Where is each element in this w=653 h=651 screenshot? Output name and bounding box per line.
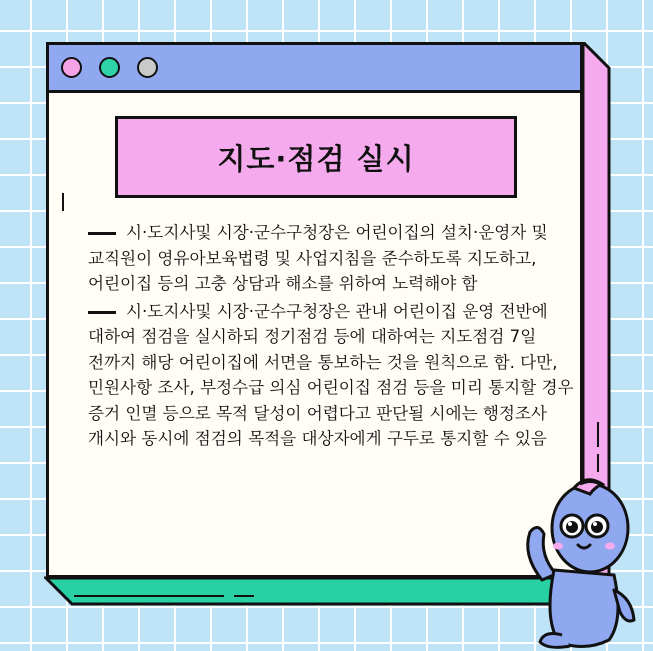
- dash-bullet-icon: [88, 232, 116, 235]
- paragraph-1-text: 시·도지사및 시장·군수구청장은 어린이집의 설치·운영자 및 교직원이 영유아보육법령 및 사업지침을 준수하도록 지도하고, 어린이집 등의 고충 상담과 해소를 위하여 노력해야 함: [88, 223, 548, 293]
- paragraph-2-text: 시·도지사및 시장·군수구청장은 관내 어린이집 운영 전반에 대하여 점검을 실시하되 정기점검 등에 대하여는 지도점검 7일 전까지 해당 어린이집에 서면을 통보하는 것을 원칙으로 함. 다만, 민원사항 조사, 부정수급 의심 어린이집 점검 등을 미리 통지할 경우 증거 인멸 등으로 목적 달성이 어렵다고 판단될 시에는 행정조사 개시와 동시에 점검의 목적을 대상자에게 구두로 통지할 수 있음: [88, 301, 574, 448]
- window-titlebar: [49, 45, 580, 93]
- maximize-dot-icon[interactable]: [99, 57, 120, 78]
- minimize-dot-icon[interactable]: [137, 57, 158, 78]
- content-body: [78, 220, 578, 452]
- paragraph-1: [78, 220, 578, 297]
- dash-bullet-icon: [88, 311, 116, 314]
- paragraph-2: [78, 299, 578, 452]
- mascot-character: [514, 470, 653, 651]
- close-dot-icon[interactable]: [61, 57, 82, 78]
- left-accent-line: [62, 193, 64, 211]
- page-title: 지도·점검 실시: [217, 141, 415, 176]
- page-title-box: [115, 116, 517, 198]
